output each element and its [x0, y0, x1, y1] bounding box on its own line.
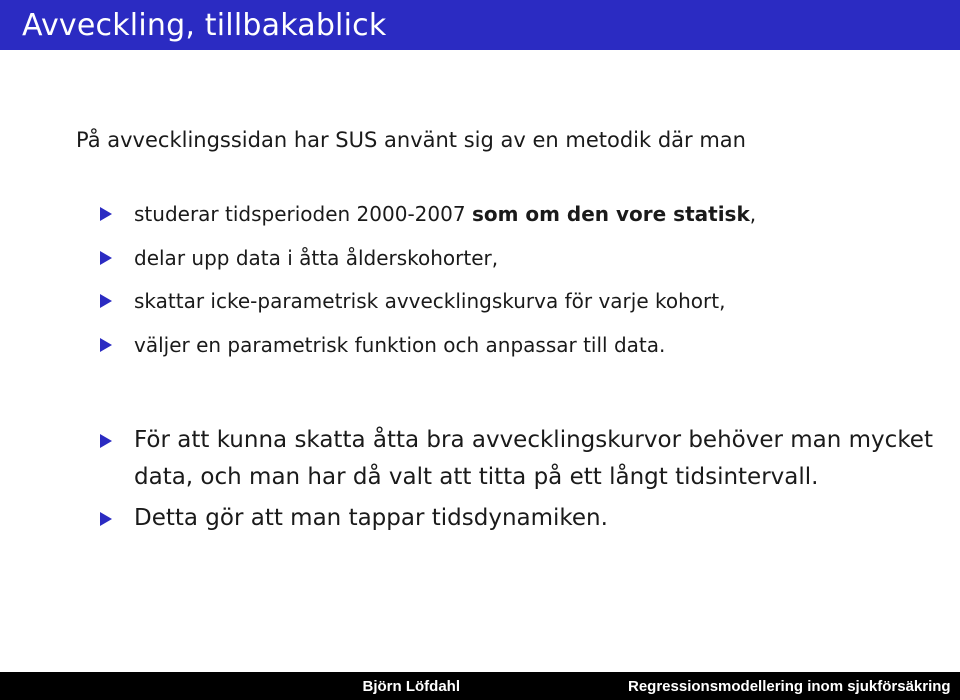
list-item-emphasis: som om den vore statisk	[471, 202, 750, 226]
slide-title: Avveckling, tillbakablick	[22, 7, 387, 43]
list-item-text: studerar tidsperioden 2000-2007	[134, 202, 472, 226]
slide-footer	[0, 672, 960, 700]
list-item-text: skattar icke-parametrisk avvecklingskurva för varje kohort,	[134, 289, 726, 313]
slide-header	[0, 0, 960, 50]
list-item-text: För att kunna skatta åtta bra avvecklingskurvor behöver man mycket data, och man har då valt att titta på ett långt tidsintervall.	[134, 427, 933, 490]
list-item	[76, 196, 756, 240]
bullet-triangle-icon	[100, 207, 112, 221]
list-item	[76, 283, 756, 327]
footer-title-panel	[480, 672, 960, 700]
list-item-text: väljer en parametrisk funktion och anpassar till data.	[134, 332, 666, 357]
conclusion-list	[76, 422, 936, 541]
list-item	[76, 240, 756, 284]
list-item-text: ,	[749, 202, 757, 226]
intro-text: På avvecklingssidan har SUS använt sig av en metodik där man	[76, 128, 746, 152]
bullet-triangle-icon	[100, 251, 112, 265]
list-item-text: delar upp data i åtta ålderskohorter,	[134, 245, 499, 270]
list-item	[76, 327, 756, 371]
footer-talk-title: Regressionsmodellering inom sjukförsäkring	[628, 677, 951, 695]
list-item-text: Detta gör att man tappar tidsdynamiken.	[134, 505, 608, 531]
list-item	[76, 422, 936, 496]
list-item	[76, 500, 936, 537]
method-list	[76, 196, 756, 370]
footer-author-panel	[0, 672, 480, 700]
bullet-triangle-icon	[100, 434, 112, 448]
bullet-triangle-icon	[100, 338, 112, 352]
bullet-triangle-icon	[100, 512, 112, 526]
bullet-triangle-icon	[100, 294, 112, 308]
footer-author: Björn Löfdahl	[362, 677, 460, 695]
